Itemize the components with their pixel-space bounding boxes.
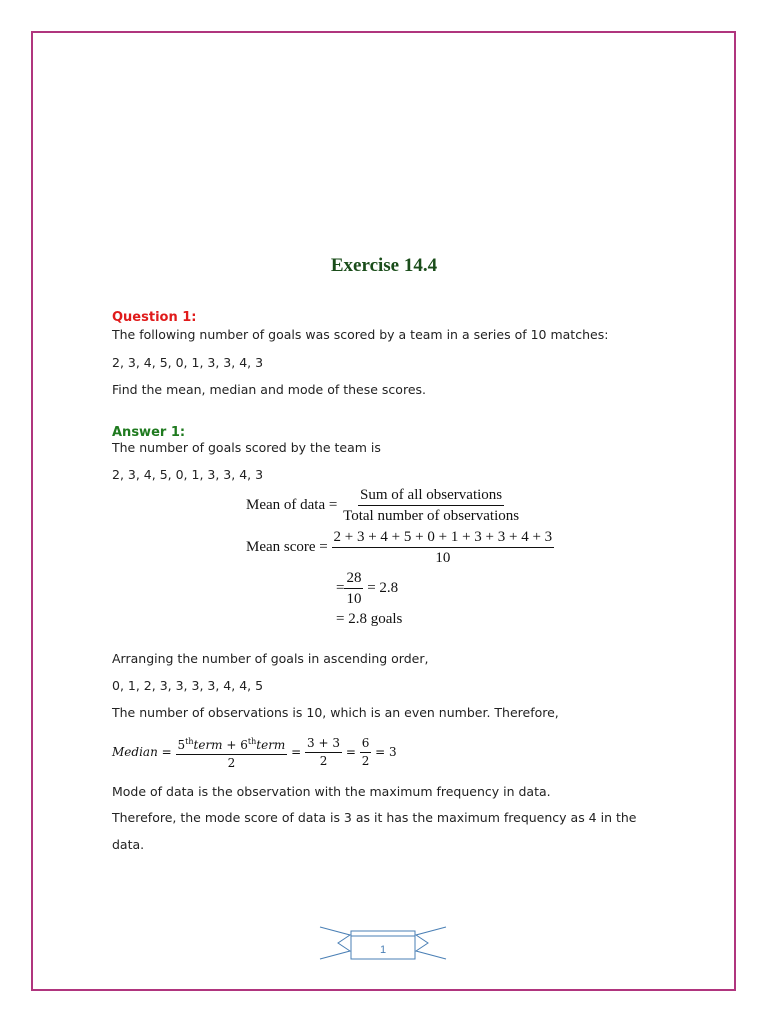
median-fraction-2-numerator: 3 + 3 xyxy=(305,736,342,753)
mean-score-numerator: 2 + 3 + 4 + 5 + 0 + 1 + 3 + 3 + 4 + 3 xyxy=(332,528,555,548)
mode-conclusion-line-1: Therefore, the mode score of data is 3 as it has the maximum frequency as 4 in the xyxy=(112,810,637,825)
mean-score-label: Mean score = xyxy=(246,538,328,555)
mode-conclusion-line-2: data. xyxy=(112,837,145,852)
median-fraction-2 xyxy=(305,736,342,769)
median-fraction-2-denominator: 2 xyxy=(319,754,328,768)
mean-step-eq: = xyxy=(336,579,345,596)
page-number: 1 xyxy=(379,944,387,956)
question-heading: Question 1: xyxy=(112,310,197,325)
mean-final: = 2.8 goals xyxy=(336,611,403,627)
mean-fraction xyxy=(341,486,521,525)
mode-definition: Mode of data is the observation with the maximum frequency in data. xyxy=(112,784,551,799)
mean-score-formula xyxy=(246,528,554,567)
answer-heading: Answer 1: xyxy=(112,425,186,440)
question-text: The following number of goals was scored by a team in a series of 10 matches: xyxy=(112,327,609,342)
median-fraction-1 xyxy=(176,734,288,771)
question-data: 2, 3, 4, 5, 0, 1, 3, 3, 4, 3 xyxy=(112,355,264,370)
median-eq-1: = xyxy=(291,745,302,759)
arrange-text: Arranging the number of goals in ascending order, xyxy=(112,651,429,666)
median-label: Median = xyxy=(112,745,172,759)
mean-denominator: Total number of observations xyxy=(343,508,520,524)
median-formula xyxy=(112,734,397,771)
median-fraction-1-denominator: 2 xyxy=(227,756,236,770)
mean-formula xyxy=(246,486,521,525)
page-number-badge xyxy=(318,924,448,962)
median-eq-2: = xyxy=(345,745,356,759)
median-fraction-3 xyxy=(360,736,372,769)
answer-intro: The number of goals scored by the team is xyxy=(112,440,381,455)
mean-step-numerator: 28 xyxy=(344,569,363,589)
mean-step-formula xyxy=(336,569,398,608)
median-fraction-1-numerator: 5thterm + 6thterm xyxy=(176,734,288,755)
even-text: The number of observations is 10, which is an even number. Therefore, xyxy=(112,705,559,720)
median-fraction-3-numerator: 6 xyxy=(360,736,372,753)
answer-data: 2, 3, 4, 5, 0, 1, 3, 3, 4, 3 xyxy=(112,467,264,482)
mean-step-denominator: 10 xyxy=(346,591,362,607)
median-result: = 3 xyxy=(375,745,397,759)
mean-score-fraction xyxy=(332,528,555,567)
question-task: Find the mean, median and mode of these scores. xyxy=(112,382,426,397)
median-fraction-3-denominator: 2 xyxy=(361,754,370,768)
mean-label: Mean of data = xyxy=(246,496,338,513)
mean-score-denominator: 10 xyxy=(435,550,451,566)
mean-numerator: Sum of all observations xyxy=(358,486,504,506)
mean-step-fraction xyxy=(344,569,363,608)
sorted-data: 0, 1, 2, 3, 3, 3, 3, 4, 4, 5 xyxy=(112,678,264,693)
mean-step-result: = 2.8 xyxy=(367,579,399,596)
page-title: Exercise 14.4 xyxy=(330,255,438,276)
